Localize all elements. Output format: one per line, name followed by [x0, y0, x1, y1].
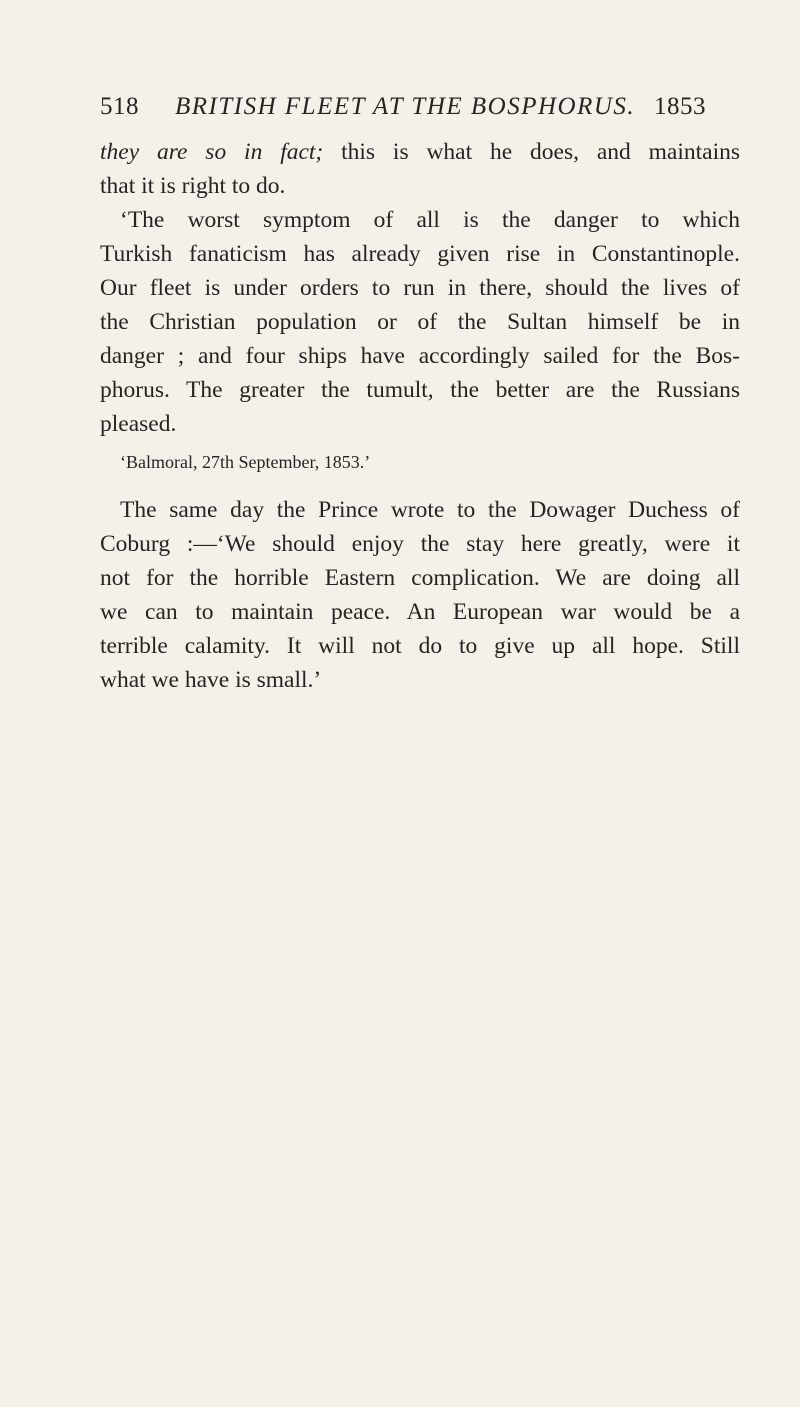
paragraph-1-line-1: [100, 135, 740, 169]
page-body: [100, 135, 740, 697]
paragraph-1-line-2: that it is right to do.: [100, 173, 286, 199]
paragraph-3-line-4: we can to maintain peace. An European war would be a: [100, 599, 740, 625]
letter-line-4: the Christian population or of the Sultan himself be in: [100, 309, 740, 335]
letter-line-6: phorus. The greater the tumult, the better are the Russians: [100, 377, 740, 403]
letter-line-1: ‘The worst symptom of all is the danger to which: [120, 207, 740, 233]
italic-phrase: they are so in fact;: [100, 139, 324, 165]
paragraph-3-line-6: what we have is small.’: [100, 667, 322, 693]
running-title: BRITISH FLEET AT THE BOSPHORUS.: [175, 93, 636, 120]
header-year: 1853: [654, 93, 706, 120]
paragraph-3-line-3: not for the horrible Eastern complication. We are doing all: [100, 565, 740, 591]
letter-line-7: pleased.: [100, 411, 177, 437]
paragraph-3-line-2: Coburg :—‘We should enjoy the stay here greatly, were it: [100, 531, 740, 557]
letter-line-2: Turkish fanaticism has already given rise in Constantinople.: [100, 241, 740, 267]
paragraph-3-line-5: terrible calamity. It will not do to give up all hope. Still: [100, 633, 740, 659]
paragraph-1-line-1-rest: this is what he does, and maintains: [323, 139, 740, 165]
letter-line-5: danger ; and four ships have accordingly sailed for the Bos-: [100, 343, 740, 369]
letter-signature: ‘Balmoral, 27th September, 1853.’: [120, 452, 371, 472]
letter-line-3: Our fleet is under orders to run in there, should the lives of: [100, 275, 740, 301]
page-number: 518: [100, 93, 139, 120]
running-header: [100, 93, 706, 133]
paragraph-3-line-1: The same day the Prince wrote to the Dowager Duchess of: [120, 497, 740, 523]
